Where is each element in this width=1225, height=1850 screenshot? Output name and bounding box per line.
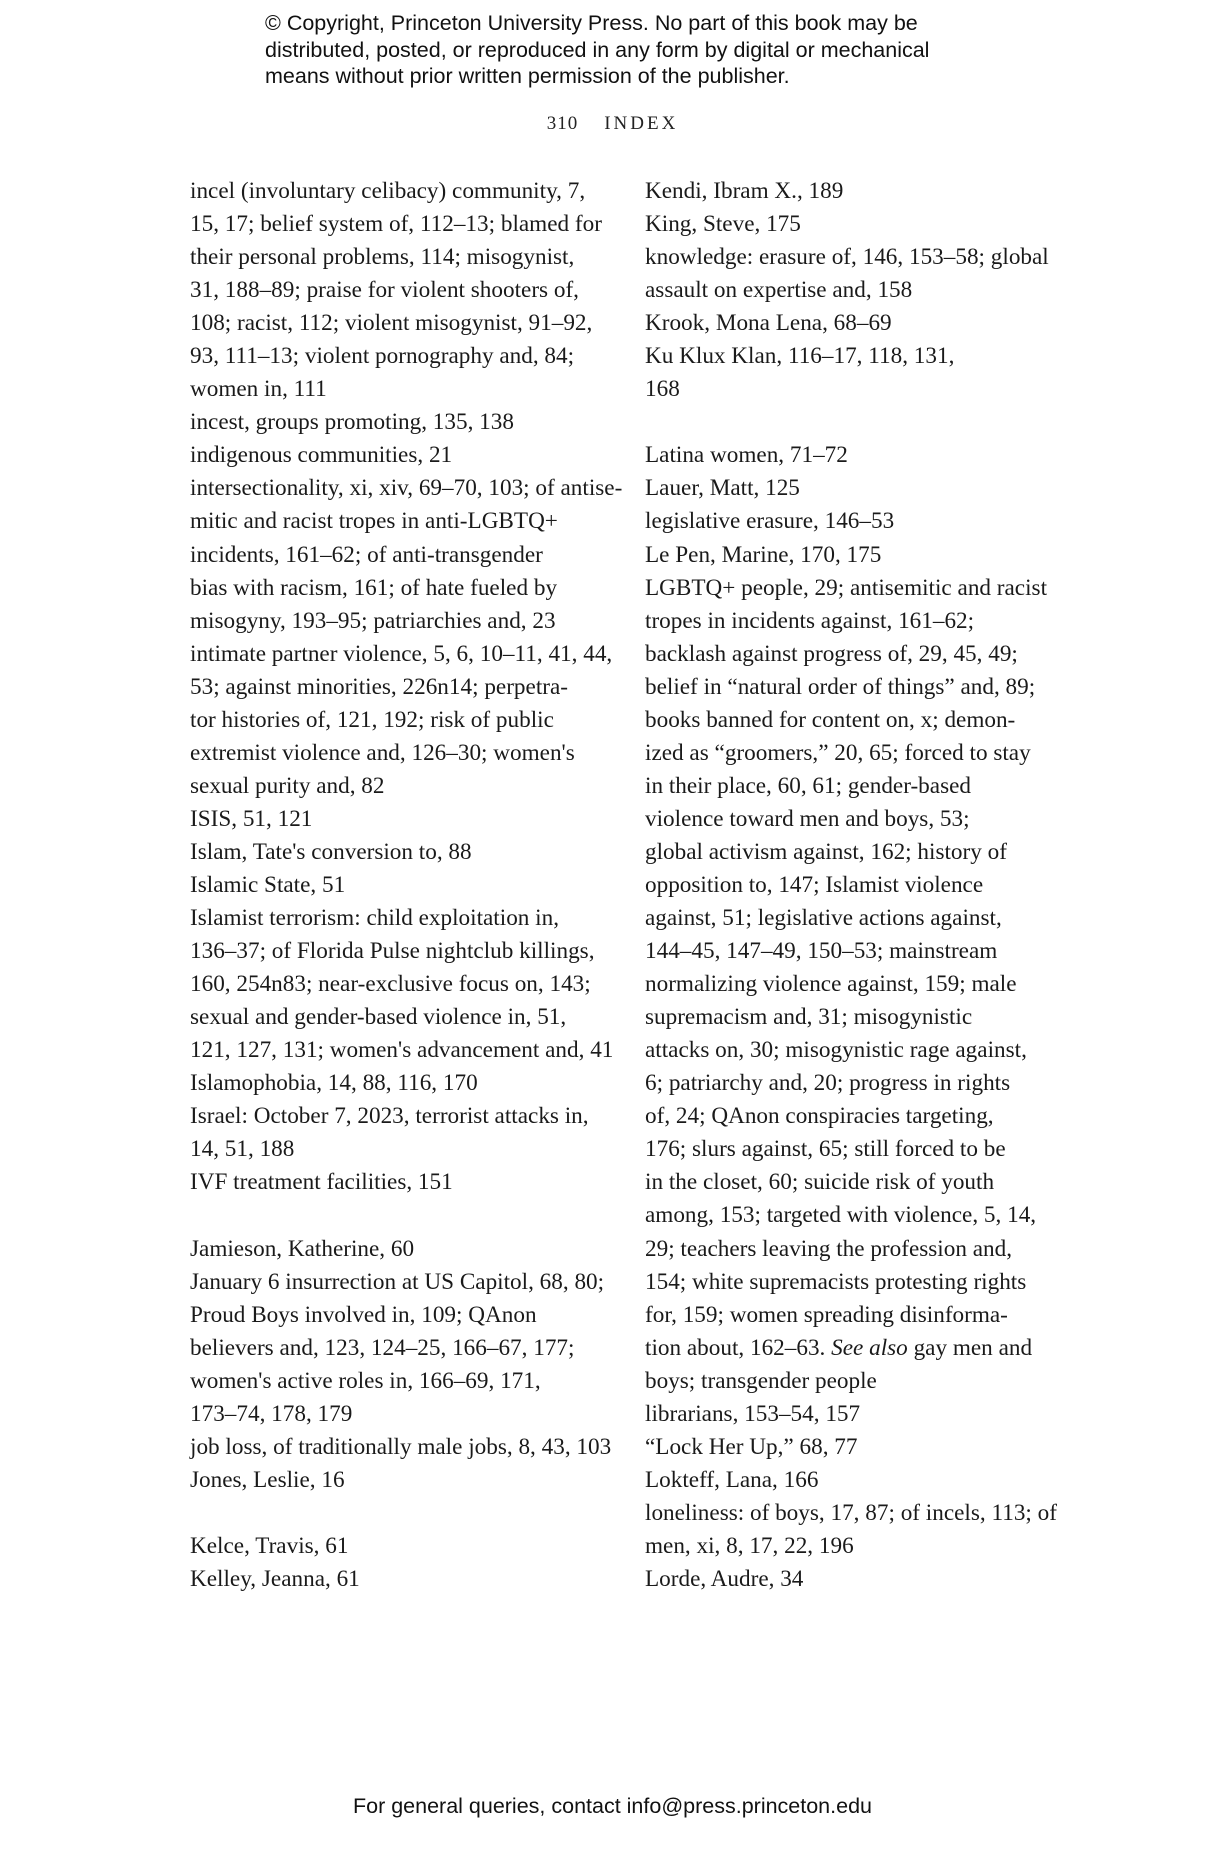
index-entry <box>645 175 1065 208</box>
letter-group-gap <box>190 1199 610 1232</box>
running-head <box>0 113 1225 135</box>
index-entry-line: 121, 127, 131; women's advancement and, 41 <box>190 1037 614 1064</box>
index-column-right <box>645 175 1065 1596</box>
index-entry-line: Islam, Tate's conversion to, 88 <box>190 838 472 865</box>
index-entry-line: in the closet, 60; suicide risk of youth <box>645 1169 995 1196</box>
index-entry-line: Islamist terrorism: child exploitation in, <box>190 905 560 932</box>
index-entry-line: indigenous communities, 21 <box>190 442 453 469</box>
index-entry <box>645 1497 1065 1563</box>
index-entry <box>190 1530 610 1563</box>
index-entry-line: extremist violence and, 126–30; women's <box>190 739 575 766</box>
index-entry-line: job loss, of traditionally male jobs, 8, 43, 103 <box>190 1433 612 1460</box>
index-entry-line: IVF treatment facilities, 151 <box>190 1169 453 1196</box>
index-entry <box>190 902 614 1067</box>
letter-group-gap <box>190 1497 610 1530</box>
index-entry-line: ISIS, 51, 121 <box>190 805 313 832</box>
index-entry <box>645 241 1065 307</box>
index-entry-line: normalizing violence against, 159; male <box>645 971 1017 998</box>
index-entry-line: boys; transgender people <box>645 1367 877 1394</box>
index-entry-line: women's active roles in, 166–69, 171, <box>190 1367 541 1394</box>
index-entry <box>190 1100 610 1166</box>
index-entry-line: books banned for content on, x; demon- <box>645 706 1016 733</box>
index-entry-line: Lokteff, Lana, 166 <box>645 1466 819 1493</box>
index-entry-line: 108; racist, 112; violent misogynist, 91–92, <box>190 310 593 337</box>
index-entry <box>190 1166 610 1199</box>
index-entry-line: Islamophobia, 14, 88, 116, 170 <box>190 1070 478 1097</box>
index-entry-line: misogyny, 193–95; patriarchies and, 23 <box>190 607 556 634</box>
index-entry-line: in their place, 60, 61; gender-based <box>645 772 971 799</box>
index-entry <box>190 638 613 803</box>
index-entry-line: 144–45, 147–49, 150–53; mainstream <box>645 938 998 965</box>
index-entry-line: opposition to, 147; Islamist violence <box>645 871 984 898</box>
index-entry-line: women in, 111 <box>190 376 327 403</box>
index-entry-line: assault on expertise and, 158 <box>645 277 913 304</box>
letter-group-gap <box>645 406 1065 439</box>
index-entry-line: knowledge: erasure of, 146, 153–58; global <box>645 244 1049 271</box>
index-entry-line: Krook, Mona Lena, 68–69 <box>645 310 892 337</box>
index-entry-line: intersectionality, xi, xiv, 69–70, 103; of antise- <box>190 475 623 502</box>
index-entry <box>645 307 1065 340</box>
index-entry-line: Israel: October 7, 2023, terrorist attacks in, <box>190 1103 589 1130</box>
index-entry <box>645 472 1065 505</box>
index-entry-line: Proud Boys involved in, 109; QAnon <box>190 1301 537 1328</box>
copyright-line: © Copyright, Princeton University Press. No part of this book may be <box>265 11 918 35</box>
index-entry <box>190 439 610 472</box>
index-entry-line: men, xi, 8, 17, 22, 196 <box>645 1532 854 1559</box>
index-entry-line: 168 <box>645 376 680 403</box>
index-entry-line: tropes in incidents against, 161–62; <box>645 607 975 634</box>
footer-contact: For general queries, contact info@press.princeton.edu <box>352 1794 872 1818</box>
index-entry-line: mitic and racist tropes in anti-LGBTQ+ <box>190 508 558 535</box>
index-entry <box>190 472 623 637</box>
index-entry <box>190 1266 610 1431</box>
copyright-line: means without prior written permission of the publisher. <box>265 64 790 88</box>
index-entry-line: Le Pen, Marine, 170, 175 <box>645 541 882 568</box>
index-entry <box>190 1067 610 1100</box>
page-number: 310 <box>546 113 579 134</box>
index-entry-line: 31, 188–89; praise for violent shooters of, <box>190 277 579 304</box>
index-entry-line: Jones, Leslie, 16 <box>190 1466 345 1493</box>
index-entry-line: supremacism and, 31; misogynistic <box>645 1004 973 1031</box>
index-entry-line: 176; slurs against, 65; still forced to be <box>645 1136 1006 1163</box>
index-entry-line: 154; white supremacists protesting rights <box>645 1268 1027 1295</box>
index-entry-line: among, 153; targeted with violence, 5, 14, <box>645 1202 1037 1229</box>
index-column-left <box>190 175 623 1596</box>
index-entry <box>190 1233 610 1266</box>
index-entry-line: January 6 insurrection at US Capitol, 68, 80; <box>190 1268 605 1295</box>
index-entry <box>190 1464 610 1497</box>
index-entry-line: global activism against, 162; history of <box>645 838 1007 865</box>
index-entry-line: Kendi, Ibram X., 189 <box>645 178 844 204</box>
index-entry-line: Lauer, Matt, 125 <box>645 475 800 502</box>
index-entry-line: against, 51; legislative actions against, <box>645 905 1002 932</box>
copyright-notice <box>265 10 1025 90</box>
index-entry-line: incest, groups promoting, 135, 138 <box>190 409 514 436</box>
index-entry-line: 15, 17; belief system of, 112–13; blamed for <box>190 211 602 238</box>
index-entry <box>645 340 1065 406</box>
index-entry-line: their personal problems, 114; misogynist, <box>190 244 575 271</box>
index-entry-line: for, 159; women spreading disinforma- <box>645 1301 1008 1328</box>
index-entry <box>645 208 1065 241</box>
index-entry-line: Kelley, Jeanna, 61 <box>190 1565 360 1592</box>
index-entry-line: attacks on, 30; misogynistic rage against, <box>645 1037 1027 1064</box>
index-entry <box>645 572 1065 1398</box>
index-entry-line: believers and, 123, 124–25, 166–67, 177; <box>190 1334 575 1361</box>
index-entry <box>645 1398 1065 1431</box>
index-entry <box>190 836 610 869</box>
index-entry-line: LGBTQ+ people, 29; antisemitic and racist <box>645 574 1048 601</box>
index-entry-line: King, Steve, 175 <box>645 211 801 238</box>
index-entry-line: 136–37; of Florida Pulse nightclub killings, <box>190 938 595 965</box>
index-entry <box>645 1464 1065 1497</box>
index-entry-line: Islamic State, 51 <box>190 871 346 898</box>
index-entry-line: tor histories of, 121, 192; risk of public <box>190 706 554 733</box>
index-entry-line: Jamieson, Katherine, 60 <box>190 1235 415 1262</box>
index-entry-line: sexual purity and, 82 <box>190 772 385 799</box>
index-entry-line: belief in “natural order of things” and, 89; <box>645 673 1036 700</box>
index-entry <box>190 1563 610 1596</box>
section-title: INDEX <box>604 113 679 134</box>
index-entry-line: 173–74, 178, 179 <box>190 1400 353 1427</box>
index-entry <box>645 539 1065 572</box>
index-entry <box>190 406 610 439</box>
index-entry-line: Lorde, Audre, 34 <box>645 1565 804 1592</box>
index-entry-line: backlash against progress of, 29, 45, 49; <box>645 640 1018 667</box>
copyright-line: distributed, posted, or reproduced in any form by digital or mechanical <box>265 37 930 62</box>
index-entry <box>190 1431 610 1464</box>
index-entry-line: of, 24; QAnon conspiracies targeting, <box>645 1103 994 1130</box>
index-entry-line: bias with racism, 161; of hate fueled by <box>190 574 558 601</box>
index-entry <box>190 869 610 902</box>
index-entry-line: incidents, 161–62; of anti-transgender <box>190 541 543 568</box>
index-entry <box>645 1431 1065 1464</box>
index-entry-line: 29; teachers leaving the profession and, <box>645 1235 1013 1262</box>
index-entry <box>645 505 1065 538</box>
index-entry-line: intimate partner violence, 5, 6, 10–11, 41, 44, <box>190 640 613 667</box>
index-entry-line: violence toward men and boys, 53; <box>645 805 970 832</box>
index-entry <box>190 175 610 406</box>
index-entry-line: Latina women, 71–72 <box>645 442 848 469</box>
index-entry-line: 93, 111–13; violent pornography and, 84; <box>190 343 575 370</box>
index-entry <box>190 803 610 836</box>
index-entry-line: 160, 254n83; near-exclusive focus on, 143; <box>190 971 591 998</box>
index-entry-line: librarians, 153–54, 157 <box>645 1400 861 1427</box>
index-entry-line: “Lock Her Up,” 68, 77 <box>645 1433 858 1460</box>
index-entry-line: 14, 51, 188 <box>190 1136 295 1163</box>
see-also-reference: See also <box>831 1334 908 1361</box>
index-entry <box>645 439 1065 472</box>
index-entry-line: tion about, 162–63. See also gay men and <box>645 1334 1033 1361</box>
index-entry-line: legislative erasure, 146–53 <box>645 508 895 535</box>
index-entry-line: 6; patriarchy and, 20; progress in rights <box>645 1070 1011 1097</box>
index-entry-line: loneliness: of boys, 17, 87; of incels, 113; of <box>645 1499 1057 1526</box>
index-entry-line: Ku Klux Klan, 116–17, 118, 131, <box>645 343 955 370</box>
index-entry-line: incel (involuntary celibacy) community, 7, <box>190 178 586 204</box>
index-entry-line: Kelce, Travis, 61 <box>190 1532 349 1559</box>
index-entry-line: 53; against minorities, 226n14; perpetra- <box>190 673 568 700</box>
index-entry <box>645 1563 1065 1596</box>
index-entry-line: ized as “groomers,” 20, 65; forced to stay <box>645 739 1031 766</box>
index-entry-line: sexual and gender-based violence in, 51, <box>190 1004 567 1031</box>
